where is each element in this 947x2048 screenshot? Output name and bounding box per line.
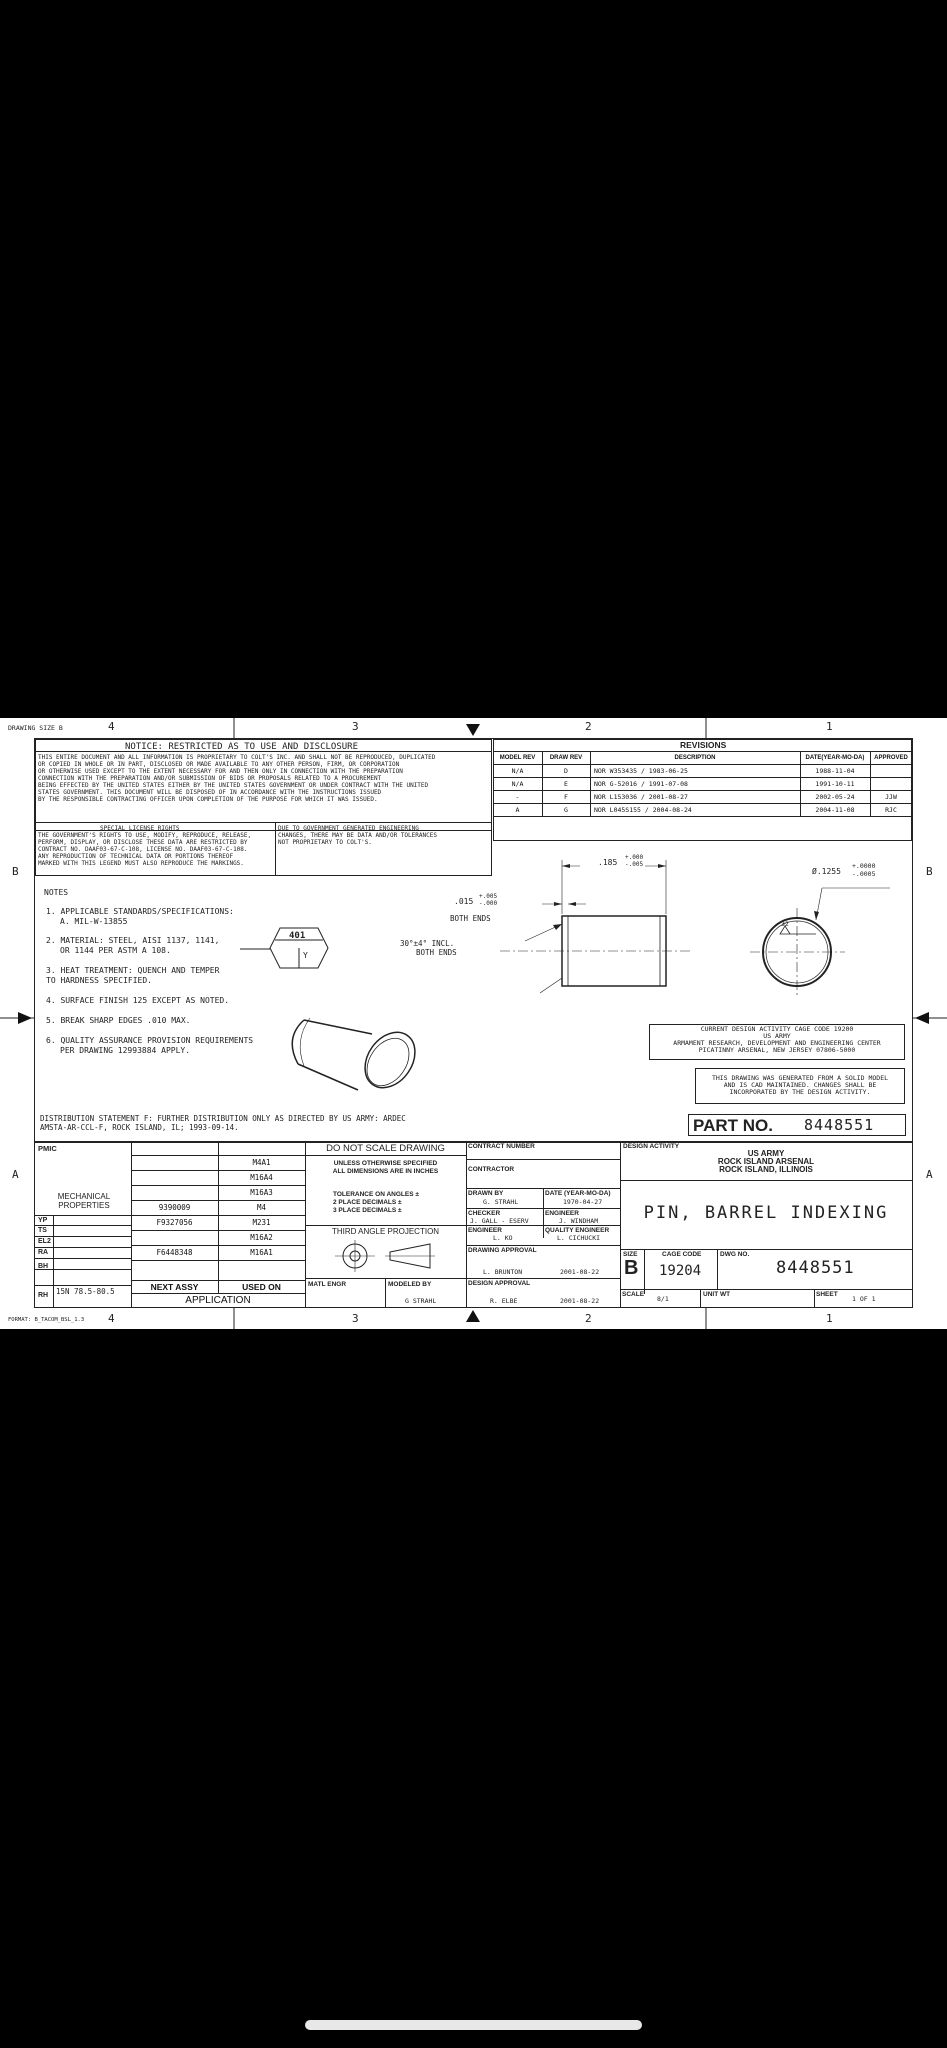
drawn-date: 1970-04-27: [563, 1198, 603, 1206]
zone-bottom-1: 1: [826, 1312, 833, 1325]
used-on-cell: M16A3: [250, 1188, 273, 1197]
distribution-line: DISTRIBUTION STATEMENT F: FURTHER DISTRIBUTION ONLY AS DIRECTED BY US ARMY: ARDEC: [40, 1114, 406, 1123]
angles-tol: TOLERANCE ON ANGLES ±: [333, 1191, 419, 1198]
rev-cell: 2002-05-24: [815, 793, 855, 801]
license-side-line: NOT PROPRIETARY TO COLT'S.: [278, 839, 372, 846]
design-approval-name: R. ELBE: [490, 1297, 518, 1305]
side-view-drawing: [440, 858, 690, 998]
drawing-size: DRAWING SIZE B: [8, 724, 63, 732]
rev-cell: D: [564, 767, 568, 775]
end-view-drawing: [750, 858, 900, 998]
next-assy-cell: 9390009: [158, 1203, 191, 1212]
org-line-1: US ARMY: [747, 1149, 785, 1158]
zone-left-b: B: [12, 865, 19, 878]
note-item: 6. QUALITY ASSURANCE PROVISION REQUIREMENTS: [46, 1036, 254, 1045]
prop-label-ts: TS: [38, 1227, 47, 1234]
rev-cell: E: [564, 780, 568, 788]
part-no-label: PART NO.: [693, 1116, 773, 1135]
notice-title: NOTICE: RESTRICTED AS TO USE AND DISCLOSURE: [125, 742, 358, 752]
hexagon-leader: [240, 947, 270, 951]
note-item: 3. HEAT TREATMENT: QUENCH AND TEMPER: [46, 966, 220, 975]
rh-value: 15N 78.5-80.5: [56, 1287, 115, 1296]
zone-bottom-4: 4: [108, 1312, 115, 1325]
unless-line-2: ALL DIMENSIONS ARE IN INCHES: [332, 1168, 439, 1175]
drawing-approval-date: 2001-08-22: [560, 1268, 600, 1276]
sheet-label: SHEET: [816, 1291, 838, 1298]
used-on-cell: M4: [256, 1203, 267, 1212]
drawing-title: PIN, BARREL INDEXING: [643, 1203, 889, 1223]
prop-label-el2: EL2: [38, 1238, 51, 1245]
zone-top-3: 3: [352, 720, 359, 733]
qe-label: QUALITY ENGINEER: [545, 1227, 610, 1234]
date-label: DATE (YEAR-MO-DA): [545, 1190, 611, 1197]
drawn-by-label: DRAWN BY: [468, 1190, 504, 1197]
length-dim: .185: [598, 858, 618, 867]
scale-value: 8/1: [657, 1295, 669, 1303]
contractor-label: CONTRACTOR: [468, 1166, 515, 1173]
both-ends-1: BOTH ENDS: [450, 914, 491, 923]
license-line: ANY REPRODUCTION OF TECHNICAL DATA OR PORTIONS THEREOF: [38, 853, 234, 860]
engineer-label: ENGINEER: [545, 1210, 579, 1217]
engineer2-name: L. KO: [493, 1234, 513, 1242]
modeler-name: G STRAHL: [405, 1297, 437, 1305]
contract-number-label: CONTRACT NUMBER: [468, 1143, 535, 1150]
rev-cell: JJW: [885, 793, 897, 801]
finish-value: 32: [781, 920, 789, 928]
checker-name: J. GALL - ESERV: [470, 1217, 529, 1225]
dia-tol-plus: +.0000: [852, 862, 876, 870]
zone-top-1: 1: [826, 720, 833, 733]
chamfer-tol-plus: +.005: [479, 893, 498, 900]
mech-props-label: MECHANICAL PROPERTIES: [57, 1192, 111, 1210]
notice-line: CONNECTION WITH THE PREPARATION AND/OR SUBMISSION OF BIDS OR PROPOSALS RELATED TO A PROCUREMENT: [38, 775, 382, 782]
note-item: 2. MATERIAL: STEEL, AISI 1137, 1141,: [46, 936, 220, 945]
notes-title: NOTES: [44, 888, 69, 897]
note-item: PER DRAWING 12993884 APPLY.: [60, 1046, 191, 1055]
next-assy-cell: F6448348: [156, 1248, 193, 1257]
rev-cell: A: [515, 806, 520, 814]
license-line: MARKED WITH THIS LEGEND MUST ALSO REPRODUCE THE MARKINGS.: [38, 860, 244, 867]
engineer-name: J. WINDHAM: [559, 1217, 599, 1225]
format-label: FORMAT: B_TACOM_BSL_1.3: [8, 1317, 85, 1323]
next-assy-cell: F9327056: [156, 1218, 193, 1227]
drawing-approval-label: DRAWING APPROVAL: [468, 1247, 537, 1254]
note-item: 5. BREAK SHARP EDGES .010 MAX.: [46, 1016, 191, 1025]
engineer2-label: ENGINEER: [468, 1227, 502, 1234]
drawn-name: G. STRAHL: [483, 1198, 519, 1206]
diameter-dim: Ø.1255: [812, 867, 841, 876]
rev-cell: 2004-11-08: [815, 806, 855, 814]
notice-line: BY THE RESPONSIBLE CONTRACTING OFFICER UPON COMPLETION OF THE PURPOSE FOR WHICH IT WAS ISSUED.: [38, 796, 378, 803]
used-on-header: USED ON: [242, 1282, 281, 1292]
home-indicator[interactable]: [305, 2020, 642, 2030]
notice-line: BEING EFFECTED BY THE UNITED STATES EITHER BY THE UNITED STATES GOVERNMENT OR UNDER CONTRACT WITH THE UNITED: [38, 782, 429, 789]
pmic-label: PMIC: [38, 1144, 57, 1153]
dwg-no-value: 8448551: [776, 1258, 855, 1278]
org-line-2: ROCK ISLAND ARSENAL: [717, 1157, 815, 1166]
zone-left-a: A: [12, 1168, 19, 1181]
rev-header: MODEL REV: [499, 755, 536, 761]
zone-bottom-2: 2: [585, 1312, 592, 1325]
dwg-no-label: DWG NO.: [720, 1251, 750, 1258]
notice-line: STATES GOVERNMENT. THIS DOCUMENT WILL BE DISPOSED OF IN ACCORDANCE WITH THE INSTRUCTIONS ISSUED: [38, 789, 382, 796]
rev-cell: [870, 779, 912, 789]
checker-label: CHECKER: [468, 1210, 501, 1217]
cage-code-value: 19204: [659, 1263, 702, 1279]
size-label: SIZE: [623, 1251, 638, 1258]
prop-label-rh: RH: [38, 1292, 49, 1299]
design-approval-date: 2001-08-22: [560, 1297, 600, 1305]
prop-label-bh: BH: [38, 1263, 49, 1270]
chamfer-dim: .015: [454, 897, 474, 906]
cage-code-label: CAGE CODE: [662, 1251, 702, 1258]
license-line: PERFORM, DISPLAY, OR DISCLOSE THESE DATA ARE RESTRICTED BY: [38, 839, 248, 846]
rev-cell: F: [564, 793, 568, 801]
design-activity-line: US ARMY: [763, 1032, 791, 1040]
org-line-3: ROCK ISLAND, ILLINOIS: [719, 1165, 813, 1174]
rev-header: DRAW REV: [549, 755, 583, 761]
used-on-cell: M4A1: [252, 1158, 271, 1167]
length-tol-plus: +.000: [625, 854, 644, 861]
zone-top-2: 2: [585, 720, 592, 733]
sheet-value: 1 OF 1: [852, 1295, 876, 1303]
next-assy-header: NEXT ASSY: [150, 1282, 199, 1292]
part-no-value: 8448551: [804, 1116, 875, 1134]
zone-top-4: 4: [108, 720, 115, 733]
design-activity-line: CURRENT DESIGN ACTIVITY CAGE CODE 19200: [700, 1025, 854, 1033]
modeled-by-label: MODELED BY: [388, 1281, 432, 1288]
notice-line: OR OTHERWISE USED EXCEPT TO THE EXTENT NECESSARY FOR AND THEN ONLY IN CONNECTION WITH THE PREPARATION: [38, 768, 403, 775]
angle-dim: 30°±4° INCL.: [400, 939, 455, 948]
license-line: CONTRACT NO. DAAF03-67-C-108, LICENSE NO. DAAF03-67-C-108.: [38, 846, 248, 853]
solid-model-line: AND IS CAD MAINTAINED. CHANGES SHALL BE: [723, 1081, 877, 1089]
rev-cell: NOR L153036 / 2001-08-27: [594, 793, 688, 801]
length-tol-minus: -.005: [625, 861, 644, 868]
qe-name: L. CICHUCKI: [557, 1234, 601, 1242]
prop-label-yp: YP: [38, 1217, 48, 1224]
design-activity-label: DESIGN ACTIVITY: [623, 1143, 680, 1150]
matl-engr-label: MATL ENGR: [308, 1281, 347, 1288]
rev-header: APPROVED: [874, 755, 908, 761]
note-item: 4. SURFACE FINISH 125 EXCEPT AS NOTED.: [46, 996, 230, 1005]
used-on-cell: M16A4: [250, 1173, 273, 1182]
two-place-tol: 2 PLACE DECIMALS ±: [333, 1199, 402, 1206]
rev-cell: G: [564, 806, 568, 814]
third-angle-label: THIRD ANGLE PROJECTION: [331, 1227, 440, 1236]
chamfer-tol-minus: -.000: [479, 900, 498, 907]
zone-right-a: A: [926, 1168, 933, 1181]
license-side-line: CHANGES, THERE MAY BE DATA AND/OR TOLERANCES: [278, 832, 437, 839]
rev-cell: NOR W353435 / 1983-06-25: [594, 767, 688, 775]
scale-label: SCALE: [622, 1291, 645, 1298]
used-on-cell: M16A1: [250, 1248, 273, 1257]
used-on-cell: M16A2: [250, 1233, 273, 1242]
hex-top-value: 401: [289, 931, 306, 941]
license-line: THE GOVERNMENT'S RIGHTS TO USE, MODIFY, REPRODUCE, RELEASE,: [38, 832, 252, 839]
rev-header: DATE(YEAR-MO-DA): [805, 755, 865, 761]
rev-cell: NOR L045S155 / 2004-08-24: [594, 806, 692, 814]
both-ends-2: BOTH ENDS: [416, 948, 457, 957]
note-item: A. MIL-W-13855: [60, 917, 128, 926]
zone-bottom-3: 3: [352, 1312, 359, 1325]
dia-tol-minus: -.0005: [852, 870, 876, 878]
rev-cell: [870, 766, 912, 776]
zone-right-b: B: [926, 865, 933, 878]
notice-line: OR COPIED IN WHOLE OR IN PART, DISCLOSED OR MADE AVAILABLE TO ANY OTHER PERSON, FIRM, OR CORPORATION: [38, 761, 400, 768]
rev-cell: NOR G-52016 / 1991-07-08: [594, 780, 688, 788]
prop-label-ra: RA: [38, 1249, 49, 1256]
note-item: 1. APPLICABLE STANDARDS/SPECIFICATIONS:: [46, 907, 234, 916]
unless-line-1: UNLESS OTHERWISE SPECIFIED: [333, 1160, 438, 1167]
isometric-pin-drawing: [290, 988, 430, 1098]
notice-line: THIS ENTIRE DOCUMENT AND ALL INFORMATION IS PROPRIETARY TO COLT'S INC. AND SHALL NOT BE REPRODUCED, DUPLICATED: [38, 754, 436, 761]
rev-cell: RJC: [885, 806, 897, 814]
revisions-title: REVISIONS: [680, 740, 727, 750]
do-not-scale: DO NOT SCALE DRAWING: [326, 1143, 445, 1154]
third-angle-projection-icon: [330, 1239, 440, 1273]
drawing-sheet: [0, 718, 947, 1329]
distribution-line: AMSTA-AR-CCL-F, ROCK ISLAND, IL; 1993-09-14.: [40, 1123, 239, 1132]
used-on-cell: M231: [252, 1218, 271, 1227]
note-item: TO HARDNESS SPECIFIED.: [46, 976, 152, 985]
rev-cell: -: [515, 793, 520, 801]
note-item: OR 1144 PER ASTM A 108.: [60, 946, 171, 955]
license-title: SPECIAL LICENSE RIGHTS: [100, 825, 180, 832]
hex-bottom-value: Y: [303, 951, 308, 960]
solid-model-line: THIS DRAWING WAS GENERATED FROM A SOLID MODEL: [711, 1074, 889, 1082]
unit-wt-label: UNIT WT: [703, 1291, 731, 1298]
rev-cell: N/A: [511, 767, 524, 775]
rev-cell: N/A: [511, 780, 524, 788]
rev-cell: 1991-10-11: [815, 780, 855, 788]
license-side-line: DUE TO GOVERNMENT GENERATED ENGINEERING: [278, 825, 419, 832]
design-approval-label: DESIGN APPROVAL: [468, 1280, 531, 1287]
design-activity-line: PICATINNY ARSENAL, NEW JERSEY 07806-5000: [698, 1046, 856, 1054]
design-activity-line: ARMAMENT RESEARCH, DEVELOPMENT AND ENGINEERING CENTER: [673, 1039, 881, 1047]
drawing-approval-name: L. BRUNTON: [483, 1268, 523, 1276]
rev-cell: 1988-11-04: [815, 767, 855, 775]
rev-header: DESCRIPTION: [674, 755, 716, 761]
application-label: APPLICATION: [185, 1295, 251, 1306]
size-value: B: [624, 1257, 639, 1279]
solid-model-line: INCORPORATED BY THE DESIGN ACTIVITY.: [729, 1088, 871, 1096]
three-place-tol: 3 PLACE DECIMALS ±: [333, 1207, 402, 1214]
